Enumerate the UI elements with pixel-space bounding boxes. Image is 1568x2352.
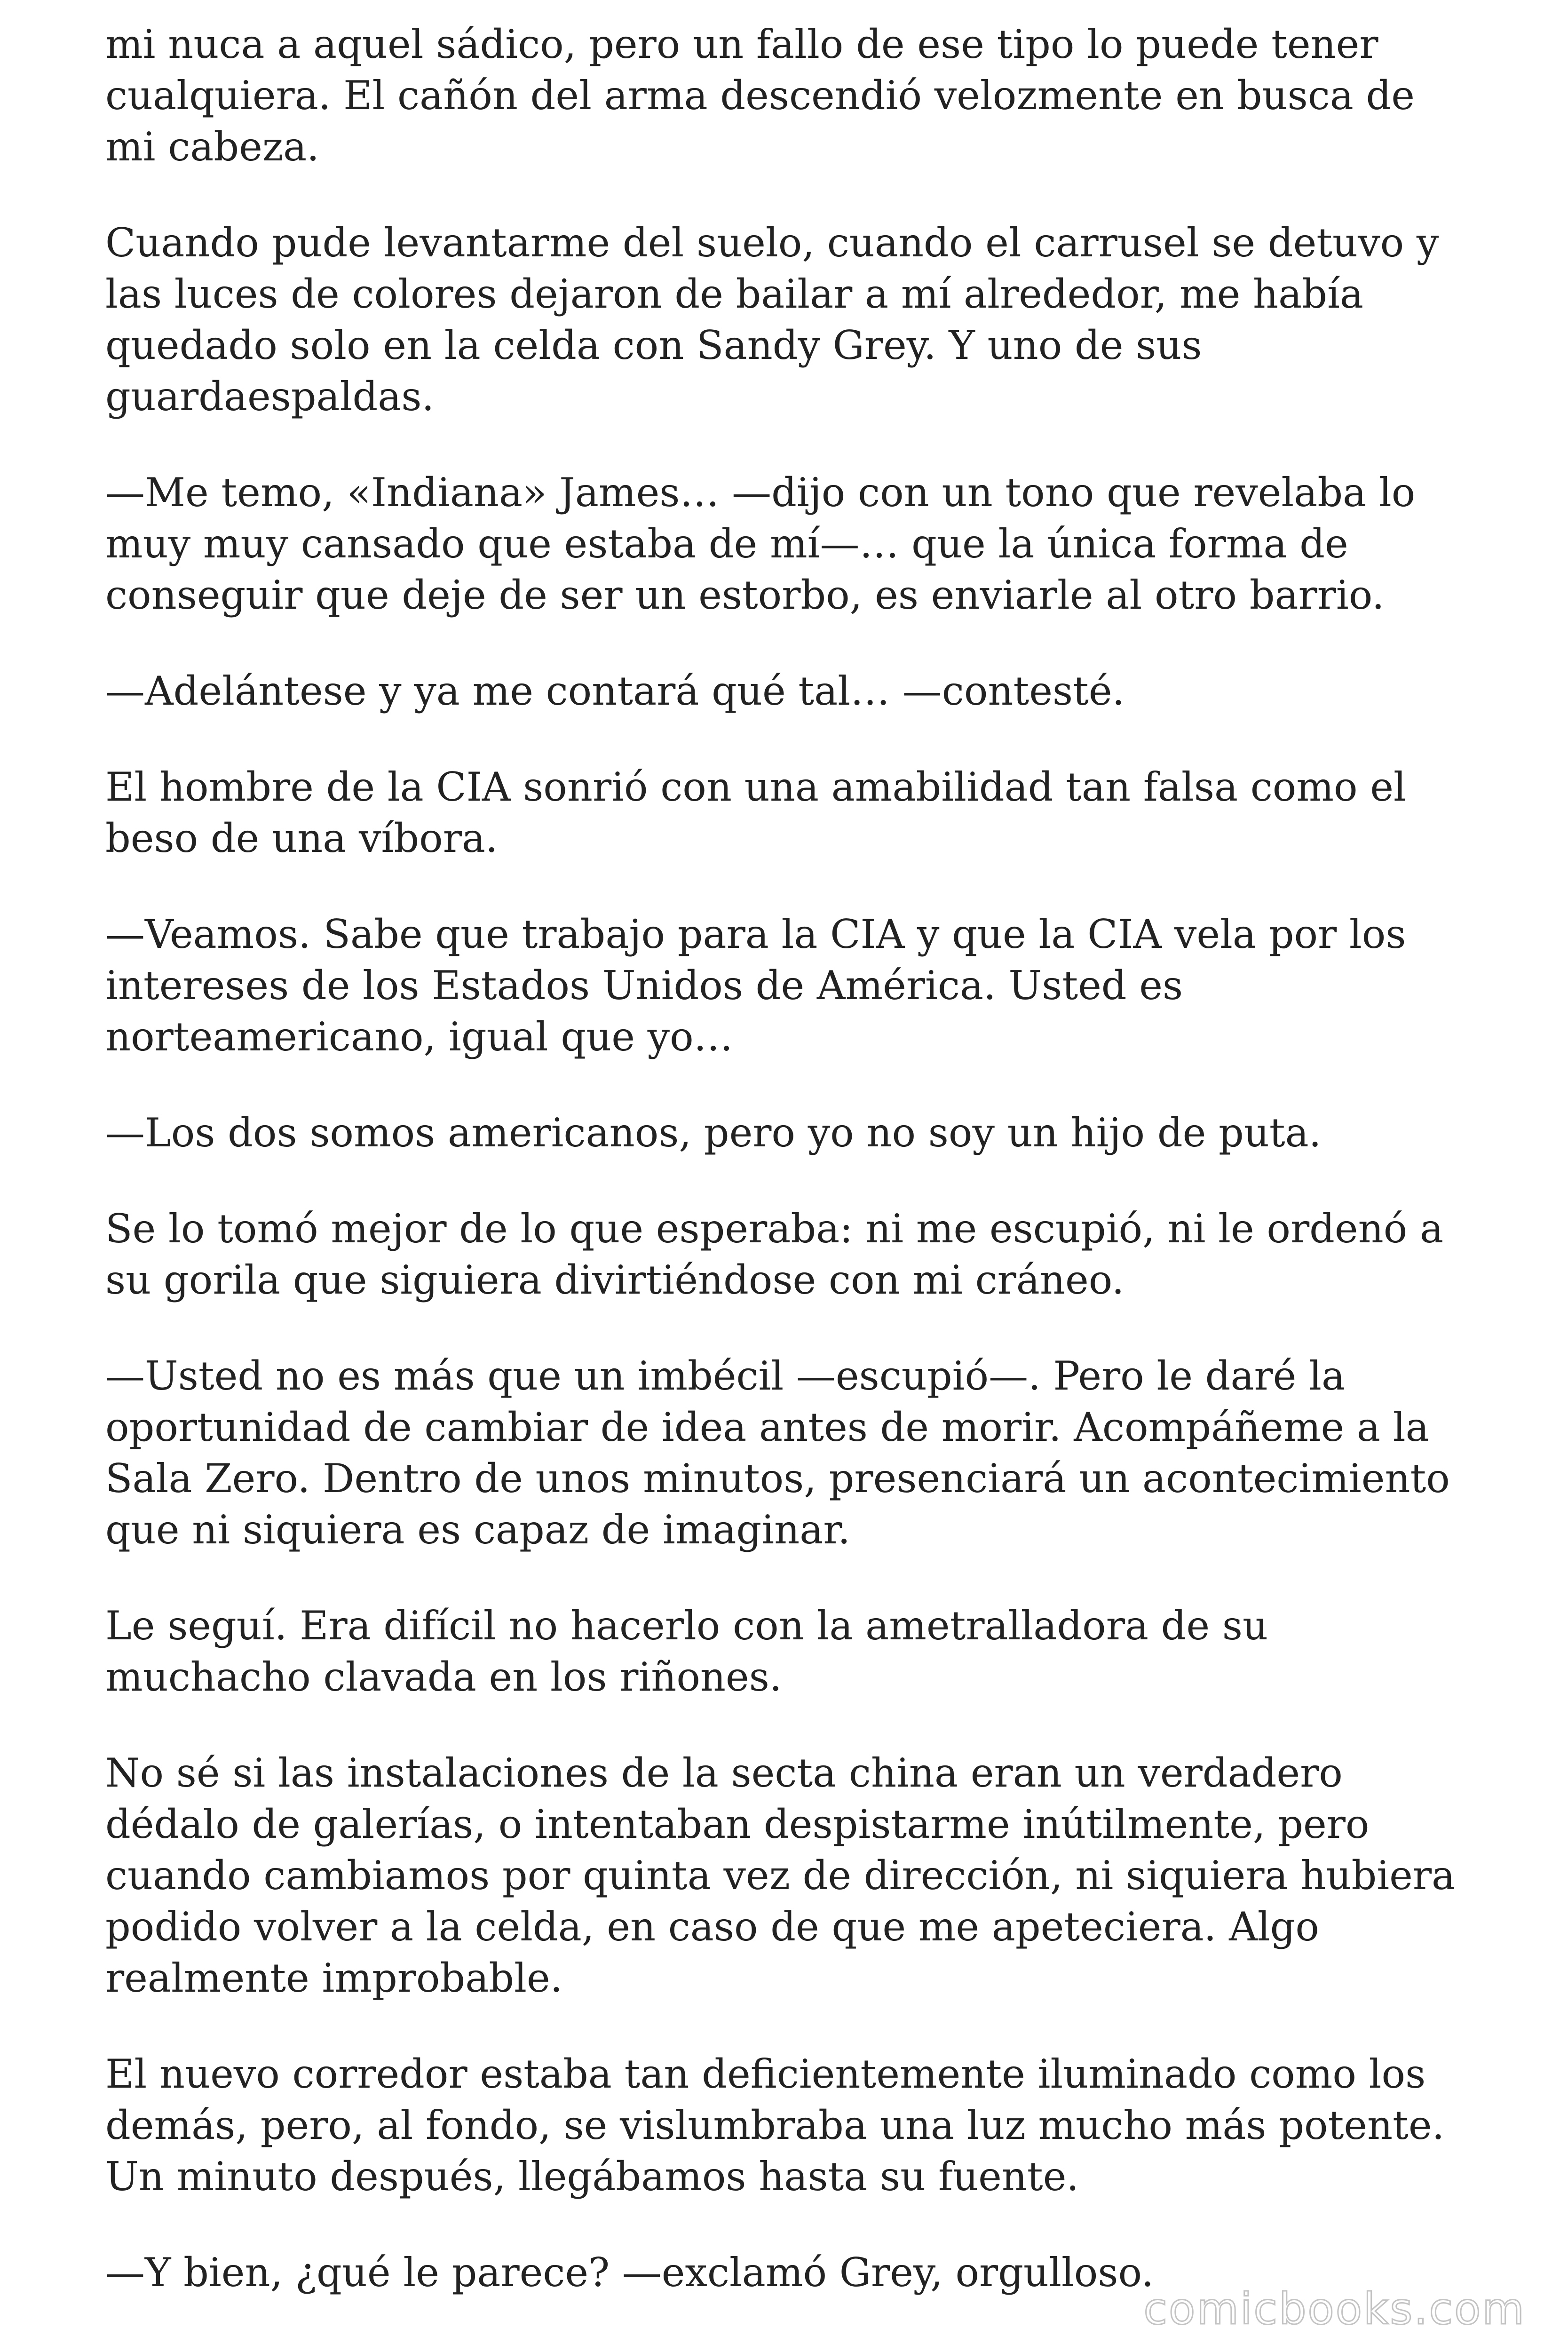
paragraph: —Y bien, ¿qué le parece? —exclamó Grey, orgulloso. xyxy=(105,2249,1154,2296)
paragraph: —Los dos somos americanos, pero yo no soy un hijo de puta. xyxy=(105,1110,1322,1156)
paragraph: —Veamos. Sabe que trabajo para la CIA y que la CIA vela por los intereses de los Estados Unidos de América. Usted es norteamericano, igual que yo… xyxy=(105,911,1406,1060)
paragraph: El hombre de la CIA sonrió con una amabilidad tan falsa como el beso de una víbora. xyxy=(105,764,1406,861)
paragraph: Le seguí. Era difícil no hacerlo con la ametralladora de su muchacho clavada en los riñones. xyxy=(105,1603,1268,1700)
paragraph: mi nuca a aquel sádico, pero un fallo de ese tipo lo puede tener cualquiera. El cañón del arma descendió velozmente en busca de mi cabeza. xyxy=(105,21,1415,170)
paragraph: Se lo tomó mejor de lo que esperaba: ni me escupió, ni le ordenó a su gorila que siguiera divirtiéndose con mi cráneo. xyxy=(105,1206,1444,1303)
paragraph: —Usted no es más que un imbécil —escupió—. Pero le daré la oportunidad de cambiar de idea antes de morir. Acompáñeme a la Sala Zero. Dentro de unos minutos, presenciará un acontecimiento que ni siquiera es capaz de imaginar. xyxy=(105,1353,1450,1553)
paragraph: —Adelántese y ya me contará qué tal… —contesté. xyxy=(105,668,1125,714)
page-body xyxy=(105,19,1469,2298)
paragraph: —Me temo, «Indiana» James… —dijo con un tono que revelaba lo muy muy cansado que estaba de mí—… que la única forma de conseguir que deje de ser un estorbo, es enviarle al otro barrio. xyxy=(105,469,1416,618)
paragraph: Cuando pude levantarme del suelo, cuando el carrusel se detuvo y las luces de colores dejaron de bailar a mí alrededor, me había quedado solo en la celda con Sandy Grey. Y uno de sus guardaespaldas. xyxy=(105,220,1439,420)
paragraph: No sé si las instalaciones de la secta china eran un verdadero dédalo de galerías, o intentaban despistarme inútilmente, pero cuando cambiamos por quinta vez de dirección, ni siquiera hubiera podido volver a la celda, en caso de que me apeteciera. Algo realmente improbable. xyxy=(105,1750,1456,2001)
watermark: comicbooks.com xyxy=(1143,2284,1526,2334)
paragraph: El nuevo corredor estaba tan deficientemente iluminado como los demás, pero, al fondo, se vislumbraba una luz mucho más potente. Un minuto después, llegábamos hasta su fuente. xyxy=(105,2051,1445,2200)
